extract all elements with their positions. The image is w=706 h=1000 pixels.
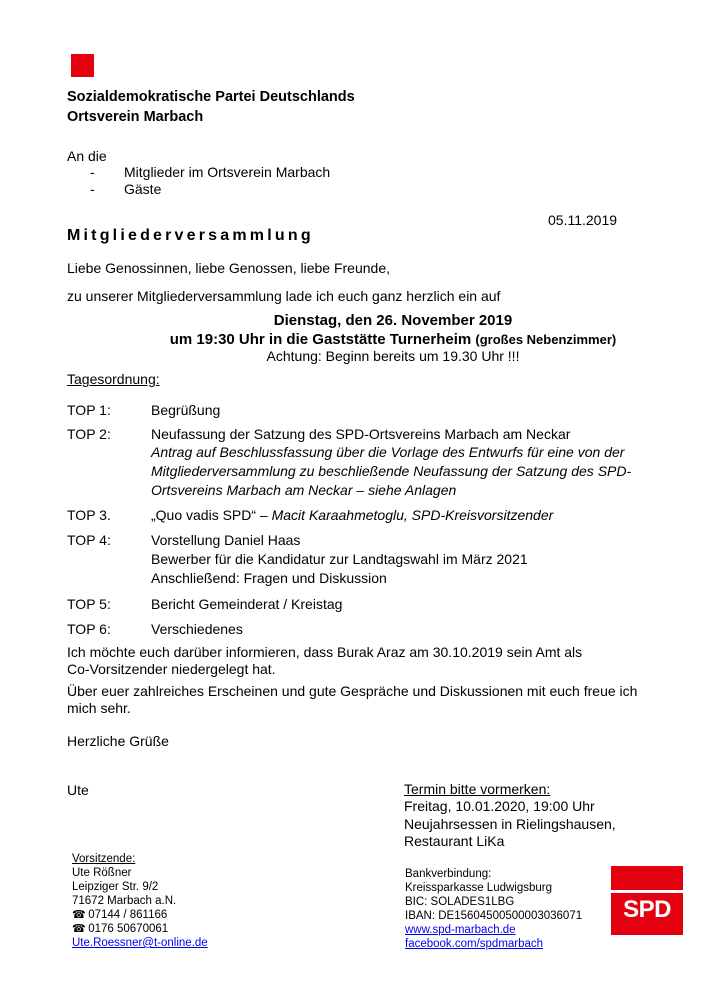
event-date: Dienstag, den 26. November 2019 (273, 312, 513, 329)
event-warning: Achtung: Beginn bereits um 19.30 Uhr !!! (266, 348, 520, 364)
footer-website-link[interactable]: www.spd-marbach.de (405, 924, 516, 936)
agenda-text-4-1: Vorstellung Daniel Haas (151, 532, 301, 548)
reminder-heading: Termin bitte vormerken: (404, 781, 551, 797)
footer-contact-heading: Vorsitzende: (72, 853, 136, 865)
agenda-label-6: TOP 6: (67, 621, 111, 637)
footer-bank-iban: IBAN: DE15604500500003036071 (405, 910, 583, 922)
agenda-text-6: Verschiedenes (151, 621, 243, 637)
phone-icon: ☎ (72, 923, 86, 935)
address-dash-2: - (90, 181, 95, 197)
agenda-text-3 (151, 507, 553, 523)
agenda-text-2-italic-1: Antrag auf Beschlussfassung über die Vorlage des Entwurfs für eine von der (151, 444, 625, 460)
red-square-mark (71, 54, 94, 77)
agenda-text-2-italic-2: Mitgliederversammlung zu beschließende Neufassung der Satzung des SPD- (151, 463, 632, 479)
address-dash-1: - (90, 164, 95, 180)
reminder-line-3: Restaurant LiKa (404, 833, 505, 849)
reminder-line-2: Neujahrsessen in Rielingshausen, (404, 816, 616, 832)
footer-contact-name: Ute Rößner (72, 867, 132, 879)
footer-email-link[interactable]: Ute.Roessner@t-online.de (72, 937, 208, 949)
info-line-2: Co-Vorsitzender niedergelegt hat. (67, 661, 276, 677)
agenda-label-3: TOP 3. (67, 507, 111, 523)
footer-bank-heading: Bankverbindung: (405, 868, 492, 880)
agenda-label-5: TOP 5: (67, 596, 111, 612)
agenda-text-2-italic-3: Ortsvereins Marbach am Neckar – siehe Anlagen (151, 482, 457, 498)
agenda-label-4: TOP 4: (67, 532, 111, 548)
footer-bank-bic: BIC: SOLADES1LBG (405, 896, 515, 908)
footer-bank (405, 867, 582, 951)
agenda-text-5: Bericht Gemeinderat / Kreistag (151, 596, 343, 612)
agenda-text-4-2: Bewerber für die Kandidatur zur Landtagswahl im März 2021 (151, 551, 528, 567)
reminder-line-1: Freitag, 10.01.2020, 19:00 Uhr (404, 798, 595, 814)
footer-phone-2-row (72, 922, 208, 936)
agenda-text-4-3: Anschließend: Fragen und Diskussion (151, 570, 387, 586)
letter-title: Mitgliederversammlung (67, 227, 314, 244)
footer-contact-street: Leipziger Str. 9/2 (72, 881, 159, 893)
invite-text: zu unserer Mitgliederversammlung lade ich euch ganz herzlich ein auf (67, 288, 501, 304)
event-venue-room: (großes Nebenzimmer) (475, 332, 617, 347)
spd-logo (611, 866, 683, 935)
signature: Ute (67, 782, 89, 798)
agenda-text-3-speaker: Macit Karaahmetoglu, SPD-Kreisvorsitzender (271, 507, 554, 523)
footer-facebook-link[interactable]: facebook.com/spdmarbach (405, 938, 544, 950)
agenda-heading: Tagesordnung: (67, 371, 160, 387)
spd-logo-stripe (611, 890, 683, 893)
closing-line-2: mich sehr. (67, 700, 131, 716)
agenda-text-3-topic: „Quo vadis SPD“ – (151, 507, 272, 523)
recipient-1: Mitglieder im Ortsverein Marbach (124, 164, 331, 180)
agenda-label-2: TOP 2: (67, 426, 111, 442)
footer-phone-2: 0176 50670061 (88, 923, 169, 935)
greeting: Liebe Genossinnen, liebe Genossen, liebe Freunde, (67, 260, 390, 276)
regards: Herzliche Grüße (67, 733, 169, 749)
event-venue (40, 331, 706, 348)
agenda-label-1: TOP 1: (67, 402, 111, 418)
footer-contact-city: 71672 Marbach a.N. (72, 895, 177, 907)
footer-bank-name: Kreissparkasse Ludwigsburg (405, 882, 553, 894)
footer-contact (72, 852, 208, 950)
footer-phone-1: 07144 / 861166 (88, 909, 168, 921)
agenda-text-1: Begrüßung (151, 402, 221, 418)
info-line-1: Ich möchte euch darüber informieren, dass Burak Araz am 30.10.2019 sein Amt als (67, 644, 583, 660)
letter-date: 05.11.2019 (548, 212, 618, 228)
agenda-text-2: Neufassung der Satzung des SPD-Ortsvereins Marbach am Neckar (151, 426, 571, 442)
event-venue-main: um 19:30 Uhr in die Gaststätte Turnerheim (169, 331, 472, 348)
spd-logo-text: SPD (623, 896, 671, 923)
address-to: An die (67, 148, 107, 164)
closing-line-1: Über euer zahlreiches Erscheinen und gute Gespräche und Diskussionen mit euch freue ich (67, 683, 638, 699)
org-sub: Ortsverein Marbach (67, 109, 204, 125)
recipient-2: Gäste (124, 181, 162, 197)
org-name: Sozialdemokratische Partei Deutschlands (67, 89, 355, 105)
footer-phone-1-row (72, 908, 208, 922)
phone-icon: ☎ (72, 909, 86, 921)
